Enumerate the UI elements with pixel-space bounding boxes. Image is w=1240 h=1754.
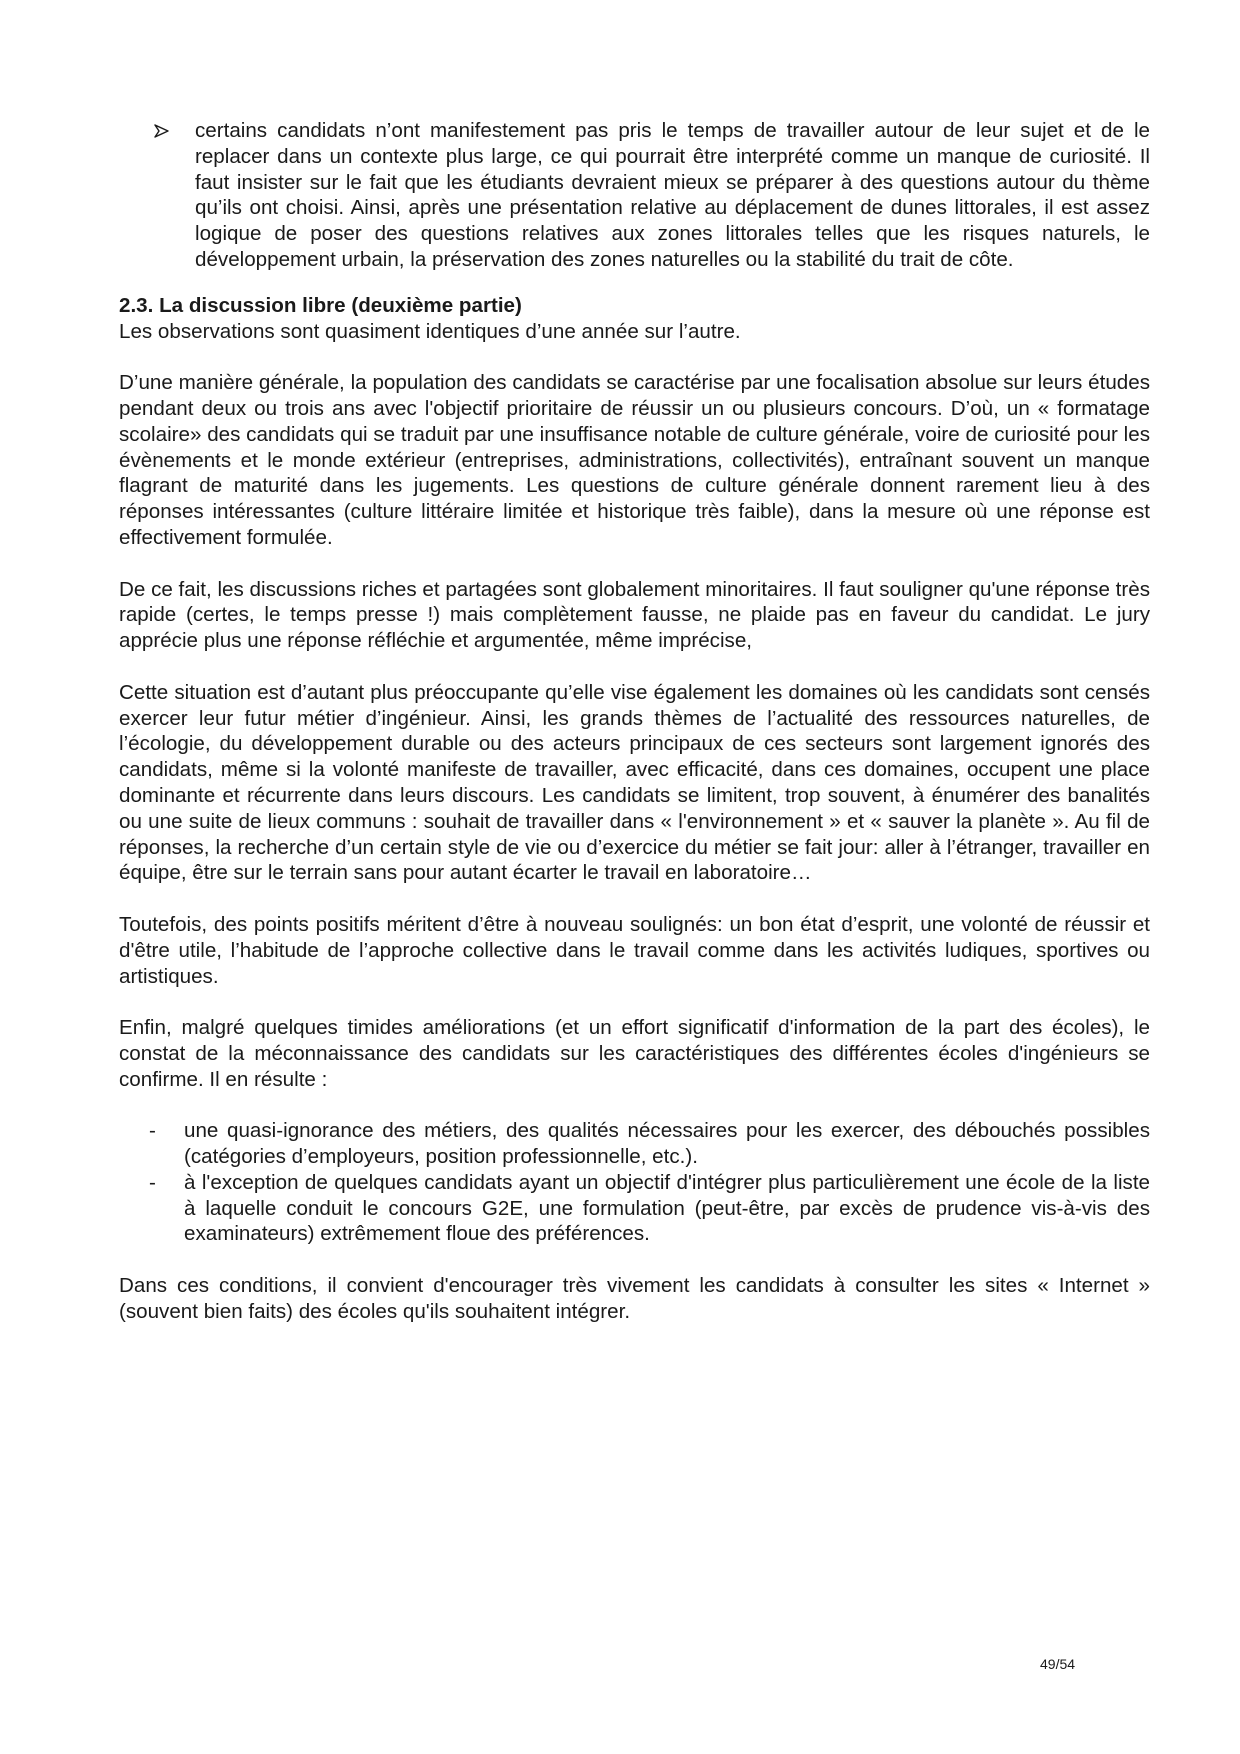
section-intro: Les observations sont quasiment identiques d’une année sur l’autre. — [119, 319, 741, 343]
paragraph-situation: Cette situation est d’autant plus préoccupante qu’elle vise également les domaines où les candidats sont censés exercer leur futur métier d’ingénieur. Ainsi, les grands thèmes de l’actualité des ressources naturelles, de l’écologie, du développement durable ou des acteurs principaux de ces secteurs sont largement ignorés des candidats, même si la volonté manifeste de travailler, avec efficacité, dans ces domaines, occupent une place dominante et récurrente dans leurs discours. Les candidats se limitent, trop souvent, à énumérer des banalités ou une suite de lieux communs : souhait de travailler dans « l'environnement » et « sauver la planète ». Au fil de réponses, la recherche d’un certain style de vie ou d’exercice du métier se fait jour: aller à l’étranger, travailler en équipe, être sur le terrain sans pour autant écarter le travail en laboratoire… — [119, 680, 1150, 885]
list-item-text: à l'exception de quelques candidats ayant un objectif d'intégrer plus particulièrement une école de la liste à laquelle conduit le concours G2E, une formulation (peut-être, par excès de prudence vis-à-vis des examinateurs) extrêmement floue des préférences. — [184, 1170, 1150, 1246]
arrow-bullet-text: certains candidats n’ont manifestement pas pris le temps de travailler autour de leur sujet et de le replacer dans un contexte plus large, ce qui pourrait être interprété comme un manque de curiosité. Il faut insister sur le fait que les étudiants devraient mieux se préparer à des questions autour du thème qu’ils ont choisi. Ainsi, après une présentation relative au déplacement de dunes littorales, il est assez logique de poser des questions relatives aux zones littorales telles que les risques naturels, le développement urbain, la préservation des zones naturelles ou la stabilité du trait de côte. — [195, 119, 1150, 271]
dash-marker: - — [149, 1170, 156, 1194]
paragraph-positive: Toutefois, des points positifs méritent d’être à nouveau soulignés: un bon état d’esprit, une volonté de réussir et d'être utile, l’habitude de l’approche collective dans le travail comme dans les activités ludiques, sportives ou artistiques. — [119, 912, 1150, 988]
paragraph-general: D’une manière générale, la population des candidats se caractérise par une focalisation absolue sur leurs études pendant deux ou trois ans avec l'objectif prioritaire de réussir un ou plusieurs concours. D’où, un « formatage scolaire» des candidats qui se traduit par une insuffisance notable de culture générale, voire de curiosité pour les évènements et le monde extérieur (entreprises, administrations, collectivités), entraînant souvent un manque flagrant de maturité dans les jugements. Les questions de culture générale donnent rarement lieu à des réponses intéressantes (culture littéraire limitée et historique très faible), dans la mesure où une réponse est effectivement formulée. — [119, 371, 1150, 549]
paragraph-discussions: De ce fait, les discussions riches et partagées sont globalement minoritaires. Il faut souligner qu'une réponse très rapide (certes, le temps presse !) mais complètement fausse, ne plaide pas en faveur du candidat. Le jury apprécie plus une réponse réfléchie et argumentée, même imprécise, — [119, 577, 1150, 653]
paragraph-conclusion: Dans ces conditions, il convient d'encourager très vivement les candidats à consulter les sites « Internet » (souvent bien faits) des écoles qu'ils souhaitent intégrer. — [119, 1274, 1150, 1323]
consequence-list — [119, 1118, 1150, 1247]
list-item-text: une quasi-ignorance des métiers, des qualités nécessaires pour les exercer, des débouchés possibles (catégories d’employeurs, position professionnelle, etc.). — [184, 1119, 1150, 1169]
section-heading: 2.3. La discussion libre (deuxième partie) — [119, 293, 522, 317]
list-item — [119, 1170, 1150, 1247]
page-number: 49/54 — [1040, 1656, 1076, 1672]
arrow-bullet-icon — [119, 118, 195, 138]
paragraph-schools: Enfin, malgré quelques timides améliorations (et un effort significatif d'information de la part des écoles), le constat de la méconnaissance des candidats sur les caractéristiques des différentes écoles d'ingénieurs se confirme. Il en résulte : — [119, 1016, 1150, 1091]
arrow-bullet-item — [119, 118, 1150, 273]
list-item — [119, 1118, 1150, 1170]
dash-marker: - — [149, 1119, 156, 1143]
document-page — [119, 118, 1150, 1325]
